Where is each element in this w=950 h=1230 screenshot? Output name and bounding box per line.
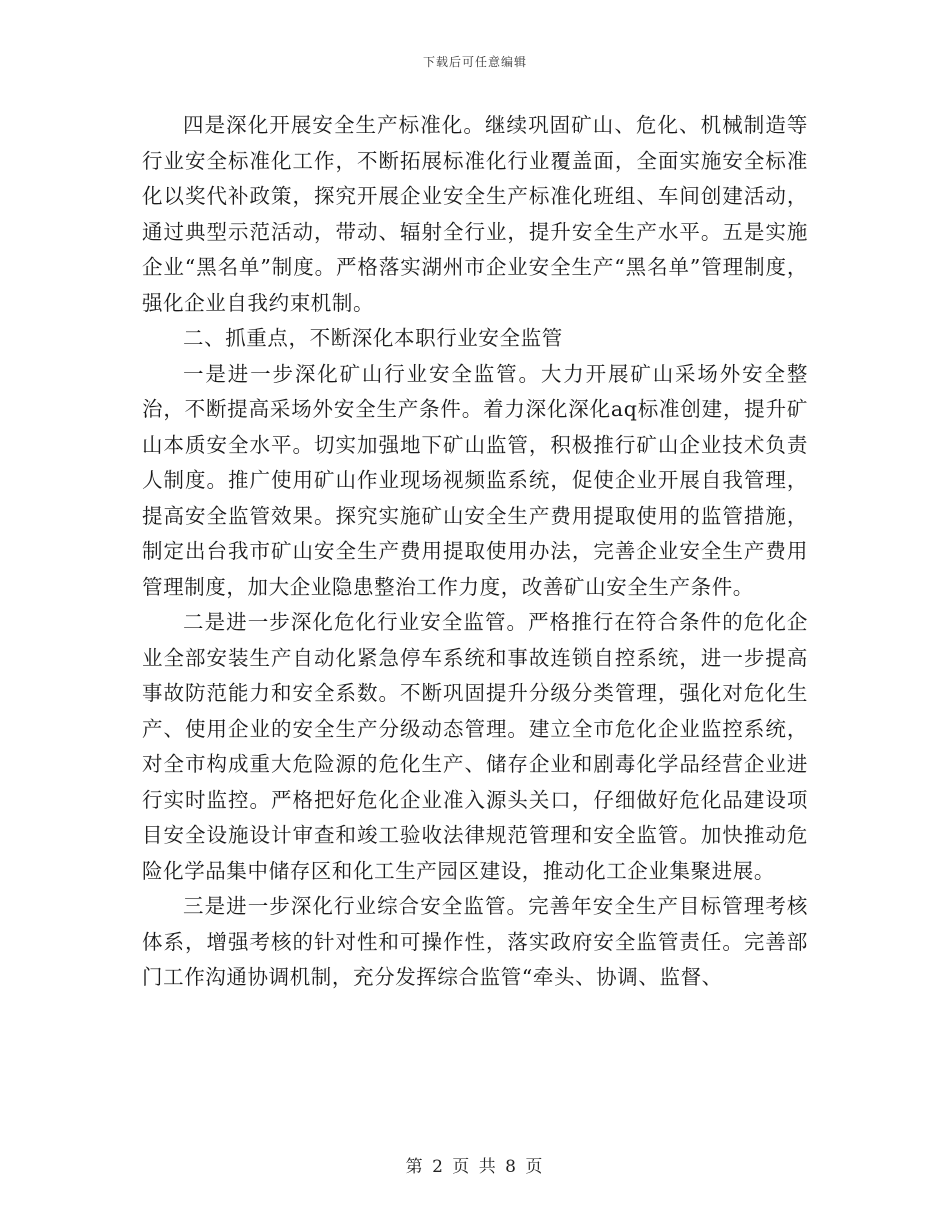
header-note: 下载后可任意编辑 <box>422 55 527 69</box>
paragraph-comprehensive-supervision: 三是进一步深化行业综合安全监管。完善年安全生产目标管理考核体系，增强考核的针对性和可操作性，落实政府安全监管责任。完善部门工作沟通协调机制，充分发挥综合监管“牵头、协调、监督、 <box>142 894 808 989</box>
paragraph-standardization: 四是深化开展安全生产标准化。继续巩固矿山、危化、机械制造等行业安全标准化工作，不断拓展标准化行业覆盖面，全面实施安全标准化以奖代补政策，探究开展企业安全生产标准化班组、车间创建活动，通过典型示范活动，带动、辐射全行业，提升安全生产水平。五是实施企业“黑名单”制度。严格落实湖州市企业安全生产“黑名单”管理制度，强化企业自我约束机制。 <box>142 113 808 315</box>
paragraph-mining-supervision: 一是进一步深化矿山行业安全监管。大力开展矿山采场外安全整治，不断提高采场外安全生产条件。着力深化深化aq标准创建，提升矿山本质安全水平。切实加强地下矿山监管，积极推行矿山企业技术负责人制度。推广使用矿山作业现场视频监系统，促使企业开展自我管理，提高安全监管效果。探究实施矿山安全生产费用提取使用的监管措施，制定出台我市矿山安全生产费用提取使用办法，完善企业安全生产费用管理制度，加大企业隐患整治工作力度，改善矿山安全生产条件。 <box>142 361 808 599</box>
document-body <box>142 108 808 996</box>
page-number: 第 2 页 共 8 页 <box>405 1157 545 1177</box>
section-heading-2: 二、抓重点，不断深化本职行业安全监管 <box>183 326 563 350</box>
paragraph-hazardous-chemicals: 二是进一步深化危化行业安全监管。严格推行在符合条件的危化企业全部安装生产自动化紧急停车系统和事故连锁自控系统，进一步提高事故防范能力和安全系数。不断巩固提升分级分类管理，强化对危化生产、使用企业的安全生产分级动态管理。建立全市危化企业监控系统，对全市构成重大危险源的危化生产、储存企业和剧毒化学品经营企业进行实时监控。严格把好危化企业准入源头关口，仔细做好危化品建设项目安全设施设计审查和竣工验收法律规范管理和安全监管。加快推动危险化学品集中储存区和化工生产园区建设，推动化工企业集聚进展。 <box>142 610 808 883</box>
